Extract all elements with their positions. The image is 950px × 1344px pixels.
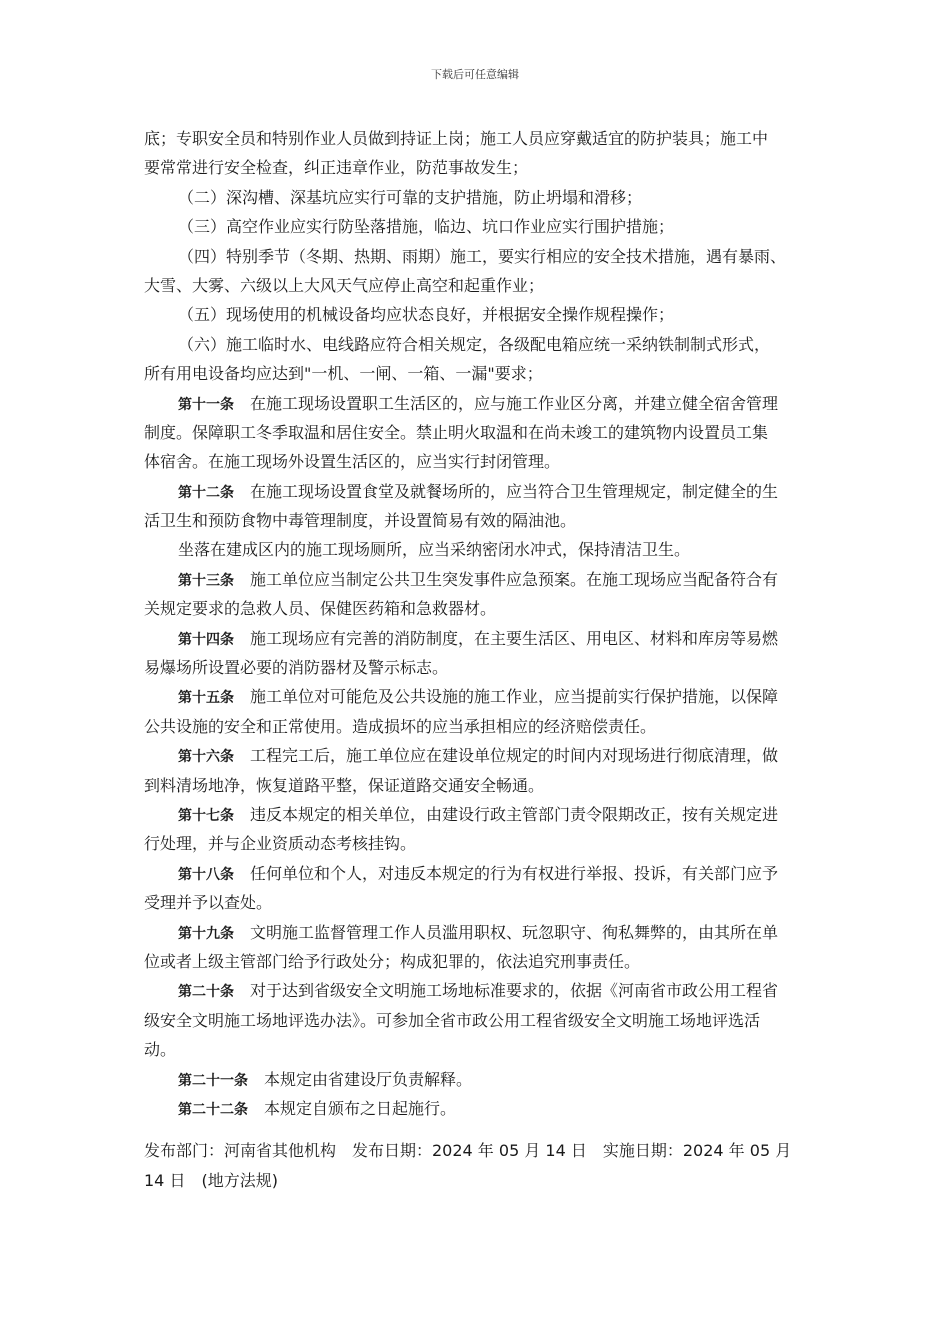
publication-info bbox=[144, 1136, 812, 1196]
text-line bbox=[144, 1006, 812, 1035]
line-text: 在施工现场设置食堂及就餐场所的，应当符合卫生管理规定，制定健全的生 bbox=[250, 481, 779, 501]
text-line bbox=[144, 624, 812, 653]
document-body bbox=[144, 124, 812, 1123]
line-text: （五）现场使用的机械设备均应状态良好，并根据安全操作规程操作； bbox=[178, 305, 675, 325]
line-text: 级安全文明施工场地评选办法》。可参加全省市政公用工程省级安全文明施工场地评选活 bbox=[144, 1010, 761, 1030]
line-text: （三）高空作业应实行防坠落措施，临边、坑口作业应实行围护措施； bbox=[178, 217, 675, 237]
article-number: 第二十一条 bbox=[178, 1072, 248, 1089]
line-text: 坐落在建成区内的施工现场厕所，应当采纳密闭水冲式，保持清洁卫生。 bbox=[178, 540, 691, 560]
article-number: 第十五条 bbox=[178, 690, 234, 707]
line-text: 制度。保障职工冬季取温和居住安全。禁止明火取温和在尚未竣工的建筑物内设置员工集 bbox=[144, 422, 769, 442]
text-line bbox=[144, 976, 812, 1005]
line-text: 文明施工监督管理工作人员滥用职权、玩忽职守、徇私舞弊的，由其所在单 bbox=[250, 922, 779, 942]
line-text: 关规定要求的急救人员、保健医药箱和急救器材。 bbox=[144, 599, 497, 619]
article-number: 第二十二条 bbox=[178, 1101, 248, 1118]
article-number: 第十七条 bbox=[178, 807, 234, 824]
text-line bbox=[144, 653, 812, 682]
line-text: 本规定自颁布之日起施行。 bbox=[264, 1098, 457, 1118]
line-text: 活卫生和预防食物中毒管理制度，并设置简易有效的隔油池。 bbox=[144, 511, 577, 531]
line-text: 公共设施的安全和正常使用。造成损坏的应当承担相应的经济赔偿责任。 bbox=[144, 716, 657, 736]
text-line bbox=[144, 153, 812, 182]
text-line bbox=[144, 712, 812, 741]
text-line bbox=[144, 1094, 812, 1123]
article-number: 第十六条 bbox=[178, 749, 234, 766]
article-number: 第十二条 bbox=[178, 484, 234, 501]
text-line bbox=[144, 300, 812, 329]
text-line bbox=[144, 771, 812, 800]
line-text: 行处理，并与企业资质动态考核挂钩。 bbox=[144, 834, 417, 854]
text-line bbox=[144, 741, 812, 770]
text-line bbox=[144, 389, 812, 418]
text-line bbox=[144, 477, 812, 506]
text-line bbox=[144, 506, 812, 535]
publication-info-line-1: 发布部门：河南省其他机构 发布日期：2024 年 05 月 14 日 实施日期：2024 年 05 月 bbox=[144, 1141, 792, 1160]
text-line bbox=[144, 800, 812, 829]
article-number: 第十三条 bbox=[178, 572, 234, 589]
line-text: （四）特别季节（冬期、热期、雨期）施工，要实行相应的安全技术措施，遇有暴雨、 bbox=[178, 246, 787, 266]
publication-info-line-2: 14 日 (地方法规) bbox=[144, 1171, 278, 1190]
line-text: 大雪、大雾、六级以上大风天气应停止高空和起重作业； bbox=[144, 275, 545, 295]
line-text: （二）深沟槽、深基坑应实行可靠的支护措施，防止坍塌和滑移； bbox=[178, 187, 643, 207]
line-text: 任何单位和个人，对违反本规定的行为有权进行举报、投诉，有关部门应予 bbox=[250, 863, 779, 883]
text-line bbox=[144, 212, 812, 241]
text-line bbox=[144, 829, 812, 858]
line-text: 违反本规定的相关单位，由建设行政主管部门责令限期改正，按有关规定进 bbox=[250, 804, 779, 824]
line-text: 动。 bbox=[144, 1040, 177, 1060]
text-line bbox=[144, 947, 812, 976]
text-line bbox=[144, 330, 812, 359]
line-text: 工程完工后，施工单位应在建设单位规定的时间内对现场进行彻底清理，做 bbox=[250, 746, 779, 766]
line-text: 受理并予以查处。 bbox=[144, 893, 273, 913]
text-line bbox=[144, 242, 812, 271]
page-header: 下载后可任意编辑 bbox=[431, 68, 519, 81]
text-line bbox=[144, 918, 812, 947]
text-line bbox=[144, 183, 812, 212]
text-line bbox=[144, 418, 812, 447]
text-line bbox=[144, 271, 812, 300]
line-text: 到料清场地净，恢复道路平整，保证道路交通安全畅通。 bbox=[144, 775, 545, 795]
article-number: 第十九条 bbox=[178, 925, 234, 942]
text-line bbox=[144, 682, 812, 711]
article-number: 第二十条 bbox=[178, 984, 234, 1001]
text-line bbox=[144, 565, 812, 594]
text-line bbox=[144, 124, 812, 153]
line-text: 施工单位对可能危及公共设施的施工作业，应当提前实行保护措施，以保障 bbox=[250, 687, 779, 707]
text-line bbox=[144, 447, 812, 476]
text-line bbox=[144, 535, 812, 564]
text-line bbox=[144, 859, 812, 888]
line-text: 底；专职安全员和特别作业人员做到持证上岗；施工人员应穿戴适宜的防护装具；施工中 bbox=[144, 129, 769, 148]
line-text: 体宿舍。在施工现场外设置生活区的，应当实行封闭管理。 bbox=[144, 452, 561, 472]
line-text: 施工现场应有完善的消防制度，在主要生活区、用电区、材料和库房等易燃 bbox=[250, 628, 779, 648]
line-text: （六）施工临时水、电线路应符合相关规定，各级配电箱应统一采纳铁制制式形式， bbox=[178, 334, 771, 354]
text-line bbox=[144, 594, 812, 623]
line-text: 易爆场所设置必要的消防器材及警示标志。 bbox=[144, 658, 449, 678]
line-text: 要常常进行安全检查，纠正违章作业，防范事故发生； bbox=[144, 158, 529, 178]
article-number: 第十八条 bbox=[178, 866, 234, 883]
article-number: 第十一条 bbox=[178, 396, 234, 413]
line-text: 本规定由省建设厅负责解释。 bbox=[264, 1069, 473, 1089]
line-text: 在施工现场设置职工生活区的，应与施工作业区分离，并建立健全宿舍管理 bbox=[250, 393, 779, 413]
text-line bbox=[144, 888, 812, 917]
line-text: 位或者上级主管部门给予行政处分；构成犯罪的，依法追究刑事责任。 bbox=[144, 951, 641, 971]
text-line bbox=[144, 1035, 812, 1064]
article-number: 第十四条 bbox=[178, 631, 234, 648]
line-text: 对于达到省级安全文明施工场地标准要求的，依据《河南省市政公用工程省 bbox=[250, 981, 779, 1001]
text-line bbox=[144, 1065, 812, 1094]
line-text: 施工单位应当制定公共卫生突发事件应急预案。在施工现场应当配备符合有 bbox=[250, 569, 779, 589]
text-line bbox=[144, 359, 812, 388]
line-text: 所有用电设备均应达到"一机、一闸、一箱、一漏"要求； bbox=[144, 364, 543, 384]
